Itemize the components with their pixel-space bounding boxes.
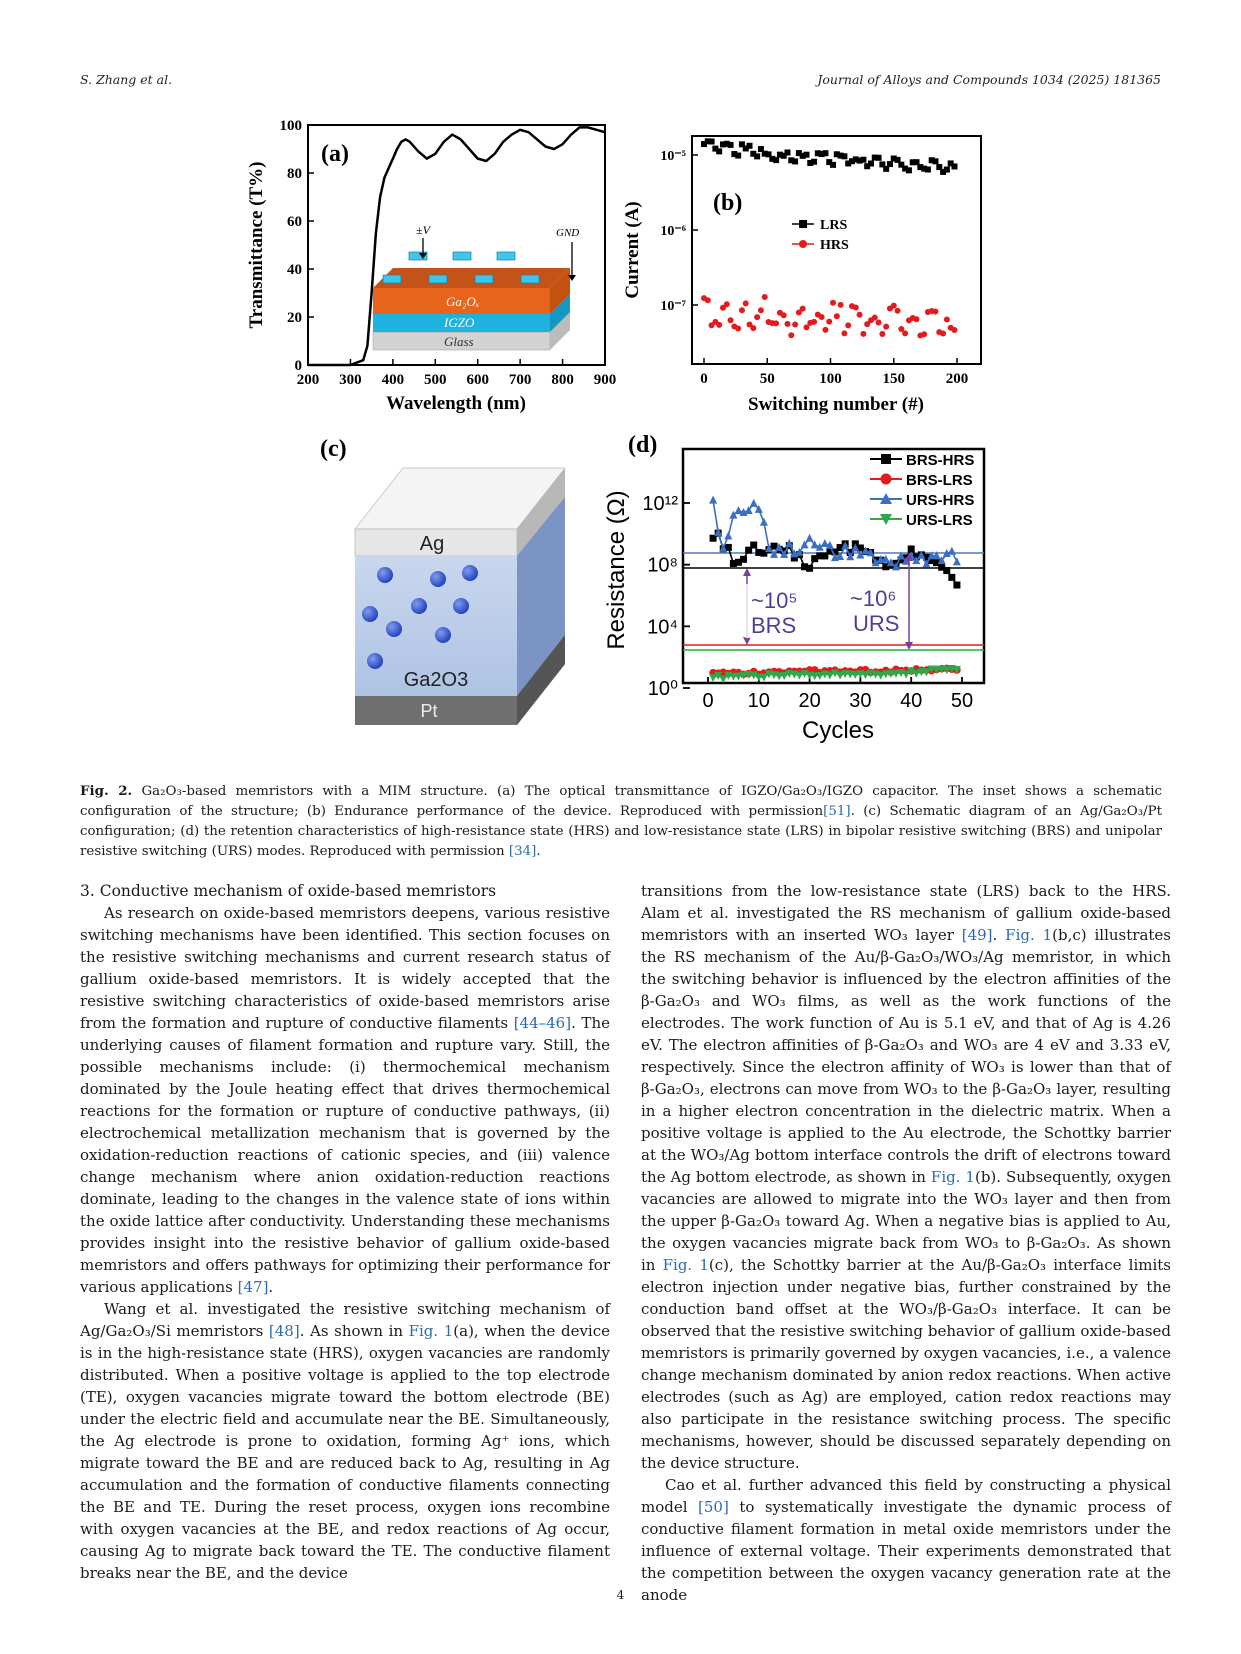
brs-arrow-bottom bbox=[743, 637, 751, 645]
urs-lrs-point bbox=[709, 674, 717, 682]
hrs-point bbox=[921, 331, 927, 337]
legend-hrs-label: HRS bbox=[820, 238, 849, 253]
y-tick-label: 100 bbox=[279, 118, 302, 134]
text-run: As research on oxide-based memristors deepens, various resistive switching mechanisms have been identified. This section focuses on the resistive switching mechanisms and current research status of gallium oxide-based memristors. It is widely accepted that the resistive switching characteristics of oxide-based memristors arise from the formation and rupture of conductive filaments bbox=[80, 904, 610, 1032]
caption-ref-34[interactable]: [34] bbox=[508, 844, 537, 859]
ref-48[interactable]: [48] bbox=[268, 1322, 300, 1340]
lrs-point bbox=[822, 150, 828, 156]
brs-hrs-point bbox=[908, 545, 915, 552]
vacancy-ball bbox=[453, 598, 469, 614]
text-run: to systematically investigate the dynamic process of conductive filament formation in metal oxide memristors under the influence of external voltage. Their experiments demonstrated that the competition between the oxygen vacancy generation rate at the anode bbox=[641, 1498, 1171, 1604]
hrs-point bbox=[788, 332, 794, 338]
hrs-point bbox=[705, 297, 711, 303]
ga2o3-label: Ga2O3 bbox=[403, 669, 469, 691]
x-tick-label: 900 bbox=[593, 372, 617, 388]
x-tick-label: 10 bbox=[747, 690, 770, 712]
urs-ratio: ~10⁶ bbox=[850, 586, 897, 611]
brs-hrs-point bbox=[943, 567, 950, 574]
hrs-point bbox=[841, 330, 847, 336]
vacancy-ball bbox=[435, 627, 451, 643]
x-tick-label: 0 bbox=[702, 690, 714, 712]
hrs-point bbox=[932, 308, 938, 314]
lrs-point bbox=[754, 153, 760, 159]
hrs-point bbox=[891, 303, 897, 309]
hrs-point bbox=[838, 302, 844, 308]
inset-gaox-top bbox=[373, 268, 570, 288]
vacancy-ball bbox=[411, 598, 427, 614]
text-run: . bbox=[268, 1278, 274, 1296]
ag-label: Ag bbox=[419, 533, 445, 555]
vacancy-ball bbox=[430, 571, 446, 587]
figure-caption bbox=[80, 781, 1162, 862]
brs-hrs-point bbox=[953, 582, 960, 589]
x-tick-label: 200 bbox=[296, 372, 320, 388]
lrs-point bbox=[716, 148, 722, 154]
right-column bbox=[641, 880, 1171, 1606]
lrs-point bbox=[784, 149, 790, 155]
hrs-point bbox=[784, 321, 790, 327]
urs-hrs-point bbox=[760, 518, 768, 526]
x-tick-label: 700 bbox=[508, 372, 532, 388]
y-tick-label: 10⁴ bbox=[647, 616, 678, 639]
x-tick-label: 50 bbox=[950, 690, 974, 712]
legend-brs-lrs-label: BRS-LRS bbox=[906, 472, 973, 489]
legend-lrs-label: LRS bbox=[820, 218, 848, 233]
lrs-point bbox=[773, 157, 779, 163]
hrs-point bbox=[811, 319, 817, 325]
hrs-point bbox=[743, 300, 749, 306]
panel-b-ylabel: Current (A) bbox=[622, 201, 643, 299]
text-run: . The underlying causes of filament formation and rupture vary. Still, the possible mechanisms include: (i) thermochemical mechanism dominated by the Joule heating effect that drives thermochemical reactions for the formation or rupture of conductive pathways, (ii) electrochemical metallization mechanism that is governed by the oxidation-reduction reactions of cationic species, and (iii) valence change mechanism where anion oxidation-reduction reactions dominate, leading to the changes in the valence state of ions within the oxide lattice after conductivity. Understanding these mechanisms provides insight into the resistive behavior of gallium oxide-based memristors and offers pathways for optimizing their performance for various applications bbox=[80, 1014, 610, 1296]
panel-b bbox=[622, 136, 981, 415]
lrs-point bbox=[792, 158, 798, 164]
hrs-point bbox=[872, 315, 878, 321]
brs-hrs-point bbox=[740, 556, 747, 563]
caption-text-3: . bbox=[536, 844, 541, 859]
panel-a bbox=[246, 118, 616, 414]
legend-lrs-marker bbox=[799, 220, 807, 228]
inset-layer-gaox: Ga₂Oₓ bbox=[446, 294, 480, 309]
hrs-point bbox=[754, 314, 760, 320]
right-paragraph-1 bbox=[641, 880, 1171, 1474]
urs-lrs-point bbox=[902, 671, 910, 679]
hrs-point bbox=[758, 307, 764, 313]
hrs-point bbox=[716, 322, 722, 328]
lrs-point bbox=[944, 167, 950, 173]
legend-brs-hrs-marker bbox=[881, 454, 891, 464]
page-number: 4 bbox=[616, 1588, 625, 1602]
pt-label: Pt bbox=[420, 701, 438, 721]
brs-hrs-point bbox=[806, 565, 813, 572]
hrs-point bbox=[853, 305, 859, 311]
caption-text-2: . (c) Schematic diagram of an Ag/Ga₂O₃/Pt configuration; (d) the retention characteristics of high-resistance state (HRS) and low-resistance state (LRS) in bipolar resistive switching (BRS) and unipolar resistive switching (URS) modes. Reproduced with permission bbox=[80, 804, 1162, 859]
vacancy-ball bbox=[386, 621, 402, 637]
brs-hrs-point bbox=[750, 542, 757, 549]
hrs-point bbox=[750, 325, 756, 331]
ref-44-46[interactable]: [44–46] bbox=[513, 1014, 572, 1032]
hrs-point bbox=[781, 312, 787, 318]
section-heading: 3. Conductive mechanism of oxide-based memristors bbox=[80, 882, 497, 900]
inset-layer-igzo: IGZO bbox=[444, 315, 475, 330]
lrs-point bbox=[709, 138, 715, 144]
hrs-point bbox=[845, 322, 851, 328]
hrs-point bbox=[902, 330, 908, 336]
urs-hrs-point bbox=[948, 547, 956, 555]
inset-v-label: ±V bbox=[416, 223, 430, 237]
legend-brs-hrs-label: BRS-HRS bbox=[906, 452, 975, 469]
panel-a-ylabel: Transmittance (T%) bbox=[246, 161, 267, 329]
panel-b-ticks bbox=[660, 149, 968, 387]
hrs-point bbox=[860, 331, 866, 337]
x-tick-label: 300 bbox=[339, 372, 362, 388]
text-run: Wang et al. investigated the resistive switching mechanism of Ag/Ga₂O₃/Si memristors bbox=[80, 1300, 610, 1340]
lrs-point bbox=[735, 153, 741, 159]
hrs-point bbox=[792, 322, 798, 328]
inset-layer-glass: Glass bbox=[444, 334, 474, 349]
text-run: (c), the Schottky barrier at the Au/β-Ga₂O₃ interface limits electron injection under negative bias, further constrained by the conduction band offset at the WO₃/β-Ga₂O₃ interface. It can be observed that the resistive switching behavior of gallium oxide-based memristors is primarily governed by oxygen vacancies, i.e., a valence change mechanism dominated by anion redox reactions. When active electrodes (such as Ag) are employed, cation redox reactions may also participate in the resistance switching process. The specific mechanisms, however, should be discussed separately depending on the device structure. bbox=[641, 1256, 1172, 1472]
hrs-point bbox=[940, 331, 946, 337]
right-paragraph-2 bbox=[641, 1474, 1171, 1606]
brs-label: BRS bbox=[751, 613, 797, 638]
hrs-point bbox=[883, 324, 889, 330]
ref-50[interactable]: [50] bbox=[698, 1498, 729, 1516]
x-tick-label: 100 bbox=[819, 371, 842, 387]
urs-label: URS bbox=[853, 611, 900, 636]
x-tick-label: 800 bbox=[551, 372, 574, 388]
vacancy-ball bbox=[462, 565, 478, 581]
running-header-journal: Journal of Alloys and Compounds 1034 (2025) 181365 bbox=[817, 72, 1161, 87]
y-tick-label: 10⁰ bbox=[647, 678, 678, 700]
vacancy-ball bbox=[367, 653, 383, 669]
panel-b-xlabel: Switching number (#) bbox=[748, 394, 924, 415]
lrs-point bbox=[906, 167, 912, 173]
panel-d bbox=[603, 432, 984, 744]
panel-a-xlabel: Wavelength (nm) bbox=[386, 393, 526, 414]
lrs-point bbox=[860, 157, 866, 163]
urs-arrow-bottom bbox=[905, 642, 913, 650]
caption-ref-51[interactable]: [51] bbox=[823, 804, 851, 819]
lrs-point bbox=[868, 161, 874, 167]
urs-hrs-point bbox=[724, 532, 732, 540]
text-run: (b). Subsequently, oxygen vacancies are allowed to migrate into the WO₃ layer and then from the upper β-Ga₂O₃ toward Ag. When a negative bias is applied to Au, the oxygen vacancies migrate back from WO₃ to β-Ga₂O₃. As shown in bbox=[641, 1168, 1172, 1274]
y-tick-label: 10⁻⁷ bbox=[660, 299, 686, 314]
text-run: Cao et al. further advanced this field by constructing a physical model bbox=[641, 1476, 1171, 1516]
hrs-point bbox=[834, 313, 840, 319]
vacancy-ball bbox=[362, 606, 378, 622]
y-tick-label: 80 bbox=[287, 166, 302, 182]
lrs-point bbox=[811, 159, 817, 165]
text-run: (b,c) illustrates the RS mechanism of the Au/β-Ga₂O₃/WO₃/Ag memristor, in which the switching behavior is influenced by the electron affinities of the β-Ga₂O₃ and WO₃ films, as well as the work functions of the electrodes. The work function of Au is 5.1 eV, and that of Ag is 4.26 eV. The electron affinities of β-Ga₂O₃ and WO₃ are 4 eV and 3.33 eV, respectively. Since the electron affinity of WO₃ is lower than that of β-Ga₂O₃, electrons can move from WO₃ to the β-Ga₂O₃ layer, resulting in a higher electron concentration in the dielectric matrix. When a positive voltage is applied to the Au electrode, the Schottky barrier at the WO₃/Ag bottom interface controls the drift of electrons toward the Ag bottom electrode, as shown in bbox=[641, 926, 1171, 1186]
brs-arrow-top bbox=[743, 568, 751, 576]
panel-a-label: (a) bbox=[321, 141, 349, 167]
lrs-point bbox=[876, 155, 882, 161]
hrs-point bbox=[876, 319, 882, 325]
x-tick-label: 40 bbox=[900, 690, 923, 712]
text-run: transitions from the low-resistance state (LRS) back to the HRS. Alam et al. investigated the RS mechanism of gallium oxide-based memristors with an inserted WO₃ layer bbox=[641, 882, 1171, 944]
y-tick-label: 40 bbox=[287, 262, 302, 278]
fig-1-link[interactable]: Fig. 1 bbox=[930, 1168, 975, 1186]
x-tick-label: 50 bbox=[759, 371, 775, 387]
lrs-point bbox=[932, 158, 938, 164]
inset-gnd-label: GND bbox=[556, 227, 580, 239]
lrs-point bbox=[841, 153, 847, 159]
hrs-point bbox=[822, 327, 828, 333]
x-tick-label: 600 bbox=[466, 372, 489, 388]
lrs-point bbox=[951, 163, 957, 169]
urs-hrs-point bbox=[806, 534, 814, 542]
hrs-point bbox=[830, 300, 836, 306]
panel-d-ylabel: Resistance (Ω) bbox=[603, 490, 630, 650]
hrs-point bbox=[951, 327, 957, 333]
hrs-point bbox=[857, 312, 863, 318]
caption-text-1: Ga₂O₃-based memristors with a MIM structure. (a) The optical transmittance of IGZO/Ga₂O₃/IGZO capacitor. The inset shows a schematic configuration of the structure; (b) Endurance performance of the device. Reproduced with permission bbox=[80, 784, 1163, 819]
x-tick-label: 30 bbox=[849, 690, 872, 712]
ref-47[interactable]: [47] bbox=[237, 1278, 269, 1296]
panel-c bbox=[320, 436, 565, 725]
panel-b-label: (b) bbox=[713, 190, 743, 216]
x-tick-label: 0 bbox=[700, 371, 708, 387]
lrs-point bbox=[925, 167, 931, 173]
x-tick-label: 150 bbox=[882, 371, 905, 387]
lrs-point bbox=[887, 161, 893, 167]
lrs-point bbox=[830, 162, 836, 168]
fig-1-link[interactable]: Fig. 1 bbox=[1005, 926, 1053, 944]
panel-d-label: (d) bbox=[628, 432, 658, 458]
panel-d-legend bbox=[870, 452, 974, 529]
panel-c-label: (c) bbox=[320, 436, 347, 462]
electrode-pad bbox=[429, 275, 447, 283]
y-tick-label: 20 bbox=[287, 310, 302, 326]
y-tick-label: 10⁻⁵ bbox=[660, 149, 686, 164]
electrode-pad bbox=[521, 275, 539, 283]
y-tick-label: 10⁻⁶ bbox=[660, 224, 686, 239]
left-paragraph-1 bbox=[80, 902, 610, 1298]
hrs-point bbox=[819, 314, 825, 320]
vacancy-ball bbox=[377, 567, 393, 583]
urs-hrs-point bbox=[709, 496, 717, 504]
electrode-pad bbox=[383, 275, 401, 283]
running-header-authors: S. Zhang et al. bbox=[80, 72, 173, 87]
hrs-point bbox=[739, 307, 745, 313]
legend-urs-hrs-label: URS-HRS bbox=[906, 492, 975, 509]
lrs-point bbox=[803, 152, 809, 158]
urs-hrs-point bbox=[750, 499, 758, 507]
text-run: (a), when the device is in the high-resistance state (HRS), oxygen vacancies are randomly distributed. When a positive voltage is applied to the top electrode (TE), oxygen vacancies migrate toward the bottom electrode (BE) under the electric field and accumulate near the BE. Simultaneously, the Ag electrode is prone to oxidation, forming Ag⁺ ions, which migrate toward the BE and are reduced back to Ag, resulting in Ag accumulation and the formation of conductive filaments connecting the BE and TE. During the reset process, oxygen ions recombine with oxygen vacancies at the BE, and redox reactions of Ag occur, causing Ag to migrate back toward the TE. The conductive filament breaks near the BE, and the device bbox=[80, 1322, 611, 1582]
x-tick-label: 200 bbox=[945, 371, 969, 387]
hrs-point bbox=[773, 320, 779, 326]
left-paragraph-2 bbox=[80, 1298, 610, 1584]
panel-b-legend bbox=[792, 218, 849, 253]
hrs-point bbox=[879, 331, 885, 337]
hrs-point bbox=[800, 306, 806, 312]
hrs-point bbox=[895, 308, 901, 314]
hrs-point bbox=[944, 317, 950, 323]
figure-2 bbox=[0, 0, 1241, 770]
panel-d-xlabel: Cycles bbox=[801, 717, 875, 744]
hrs-point bbox=[728, 317, 734, 323]
y-tick-label: 60 bbox=[287, 214, 302, 230]
ref-49[interactable]: [49] bbox=[961, 926, 993, 944]
y-tick-label: 10⁸ bbox=[647, 554, 678, 577]
hrs-point bbox=[724, 301, 730, 307]
electrode-pad bbox=[453, 252, 471, 260]
left-column bbox=[80, 880, 610, 1584]
lrs-point bbox=[728, 142, 734, 148]
electrode-pad bbox=[497, 252, 515, 260]
legend-urs-lrs-label: URS-LRS bbox=[906, 512, 973, 529]
lrs-point bbox=[747, 143, 753, 149]
x-tick-label: 500 bbox=[424, 372, 447, 388]
x-tick-label: 20 bbox=[798, 690, 821, 712]
urs-hrs-point bbox=[953, 557, 961, 565]
legend-brs-lrs-marker bbox=[881, 474, 892, 485]
fig-1-link[interactable]: Fig. 1 bbox=[408, 1322, 454, 1340]
text-run: . bbox=[992, 926, 1006, 944]
y-tick-label: 0 bbox=[294, 358, 302, 374]
brs-hrs-point bbox=[948, 574, 955, 581]
caption-label: Fig. 2. bbox=[80, 783, 133, 799]
fig-1-link[interactable]: Fig. 1 bbox=[662, 1256, 709, 1274]
hrs-point bbox=[826, 319, 832, 325]
hrs-point bbox=[762, 294, 768, 300]
text-run: . As shown in bbox=[299, 1322, 409, 1340]
panel-a-inset bbox=[373, 223, 579, 350]
brs-ratio: ~10⁵ bbox=[751, 588, 798, 613]
electrode-pad bbox=[475, 275, 493, 283]
x-tick-label: 400 bbox=[381, 372, 405, 388]
hrs-point bbox=[735, 326, 741, 332]
legend-hrs-marker bbox=[799, 240, 807, 248]
hrs-point bbox=[914, 316, 920, 322]
y-tick-label: 10¹² bbox=[642, 493, 678, 515]
